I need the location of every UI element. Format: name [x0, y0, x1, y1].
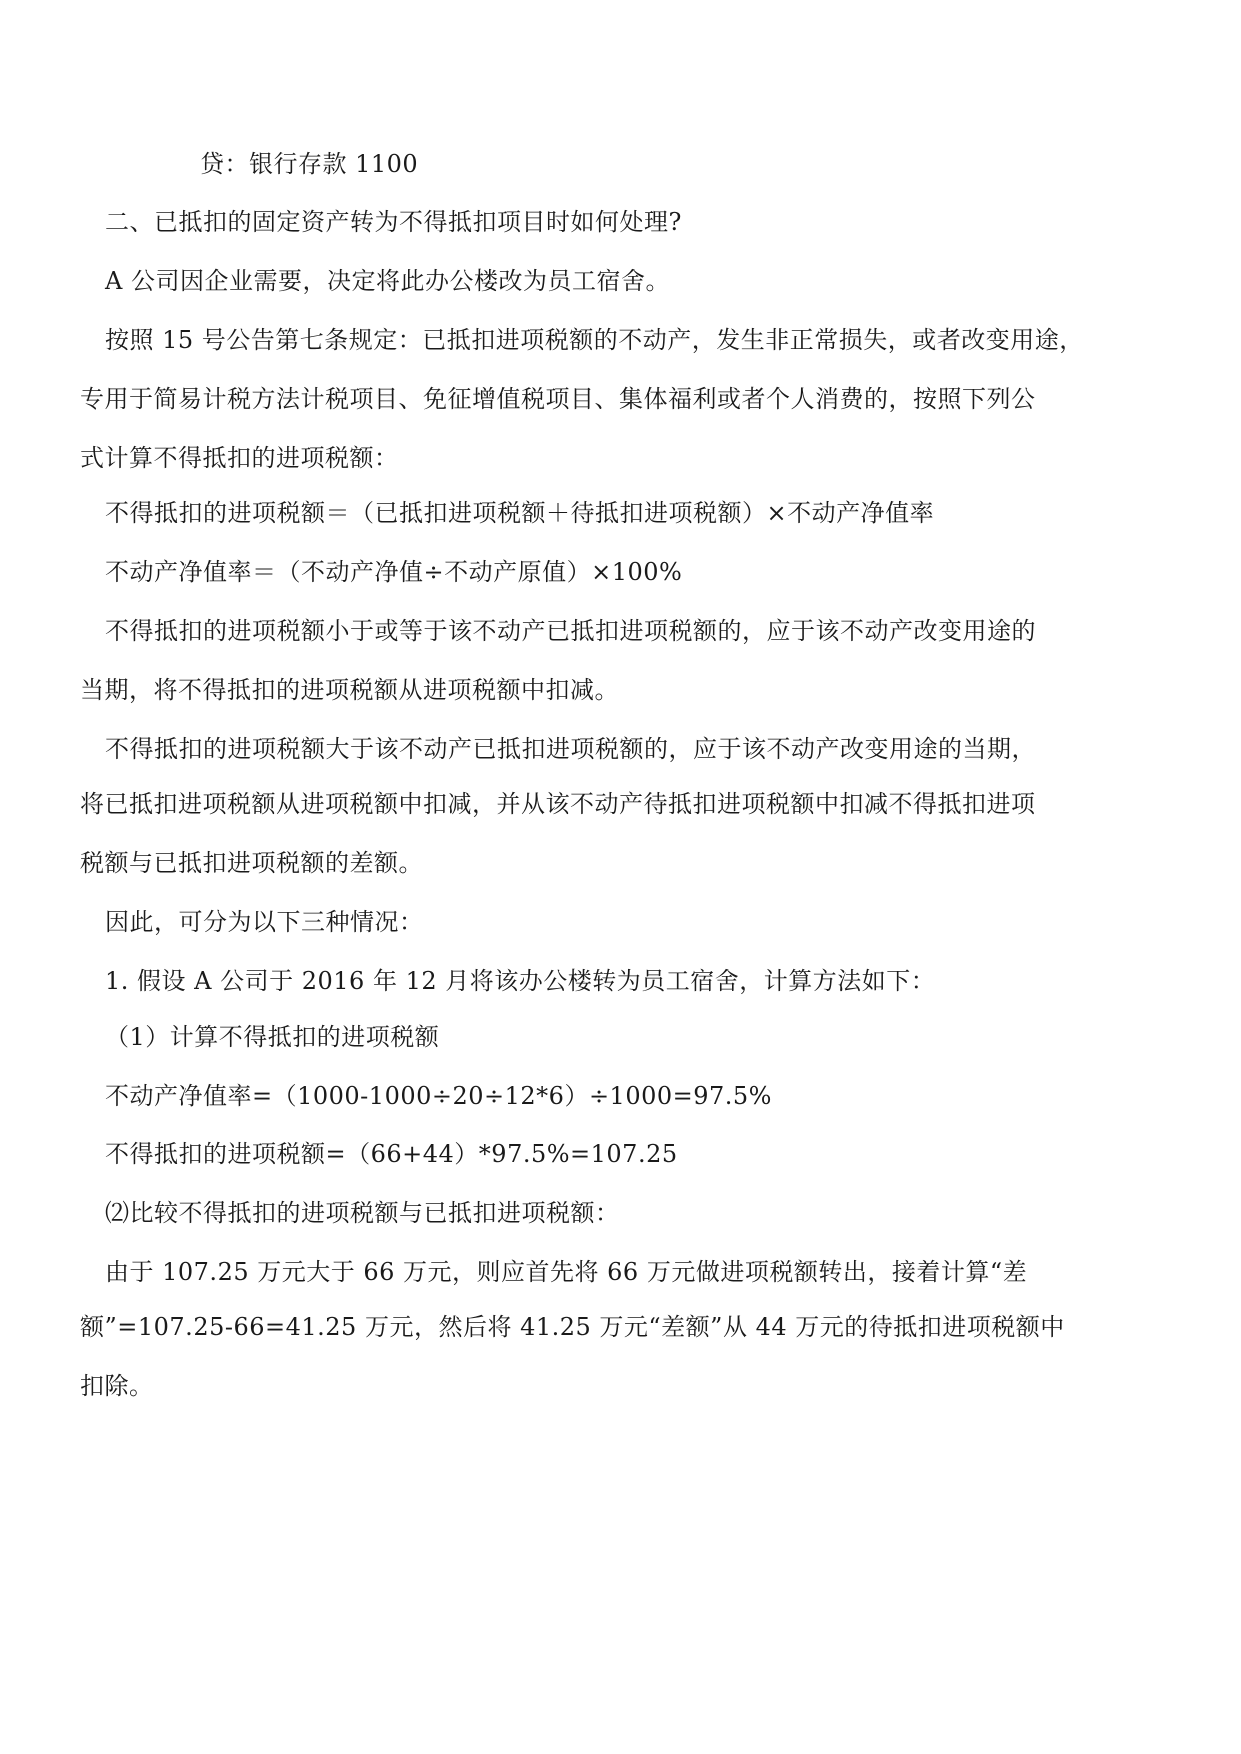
formula-line: 不得抵扣的进项税额＝（已抵扣进项税额＋待抵扣进项税额）×不动产净值率	[105, 499, 935, 527]
paragraph-line: 因此，可分为以下三种情况：	[105, 908, 424, 936]
paragraph-line: 不得抵扣的进项税额小于或等于该不动产已抵扣进项税额的，应于该不动产改变用途的	[105, 617, 1036, 645]
list-item: 1. 假设 A 公司于 2016 年 12 月将该办公楼转为员工宿舍，计算方法如下：	[105, 967, 936, 995]
paragraph-line: 当期，将不得抵扣的进项税额从进项税额中扣减。	[80, 676, 619, 704]
heading-section-two: 二、已抵扣的固定资产转为不得抵扣项目时如何处理?	[105, 208, 682, 236]
paragraph-line: 将已抵扣进项税额从进项税额中扣减，并从该不动产待抵扣进项税额中扣减不得抵扣进项	[80, 790, 1036, 818]
text-line-credit-bank: 贷：银行存款 1100	[200, 150, 419, 178]
paragraph-line: 不得抵扣的进项税额大于该不动产已抵扣进项税额的，应于该不动产改变用途的当期，	[105, 735, 1036, 763]
formula-line: 不动产净值率=（1000-1000÷20÷12*6）÷1000=97.5%	[105, 1082, 772, 1110]
paragraph-line: 额”=107.25-66=41.25 万元，然后将 41.25 万元“差额”从 44 万元的待抵扣进项税额中	[80, 1313, 1065, 1341]
paragraph-line: A 公司因企业需要，决定将此办公楼改为员工宿舍。	[105, 267, 670, 295]
sub-item: ⑵比较不得抵扣的进项税额与已抵扣进项税额：	[105, 1199, 620, 1227]
paragraph-line: 税额与已抵扣进项税额的差额。	[80, 849, 423, 877]
paragraph-line: 式计算不得抵扣的进项税额：	[80, 444, 399, 472]
formula-line: 不得抵扣的进项税额=（66+44）*97.5%=107.25	[105, 1140, 678, 1168]
paragraph-line: 由于 107.25 万元大于 66 万元，则应首先将 66 万元做进项税额转出，接着计算“差	[105, 1258, 1028, 1286]
formula-line: 不动产净值率＝（不动产净值÷不动产原值）×100%	[105, 558, 683, 586]
paragraph-line: 专用于简易计税方法计税项目、免征增值税项目、集体福利或者个人消费的，按照下列公	[80, 385, 1036, 413]
paragraph-line: 按照 15 号公告第七条规定：已抵扣进项税额的不动产，发生非正常损失，或者改变用途，	[105, 326, 1084, 354]
sub-item: （1）计算不得抵扣的进项税额	[105, 1023, 440, 1051]
paragraph-line: 扣除。	[80, 1372, 154, 1400]
